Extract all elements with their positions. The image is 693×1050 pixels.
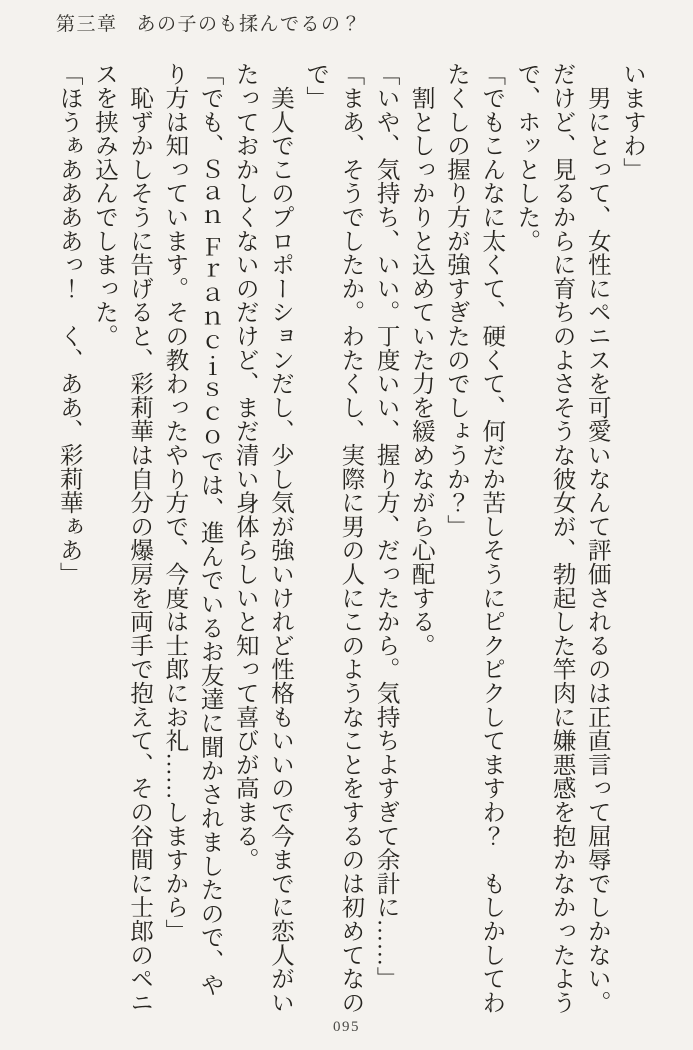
paragraph-dialogue: 「ほうぁああああっ！ く、ああ、彩莉華ぁあ」	[55, 62, 82, 586]
paragraph-narration: 割としっかりと込めていた力を緩めながら心配する。	[407, 62, 434, 657]
page-number: 095	[333, 1019, 360, 1035]
chapter-number: 第三章	[56, 14, 118, 35]
paragraph-dialogue: 「でも、Ｓａｎ Ｆｒａｎｃｉｓｃｏでは、進んでいるお友達に聞かされましたので、やり方は知っています。その教わったやり方で、今度は士郎にお礼……しますから」	[161, 62, 223, 997]
chapter-title: あの子のも揉んでるの？	[136, 14, 363, 35]
paragraph-dialogue: 「いや、気持ち、いい。丁度いい、握り方、だったから。気持ちよすぎて余計に……」	[372, 62, 399, 991]
paragraph-dialogue: 「でもこんなに太くて、硬くて、何だか苦しそうにピクピクしてますわ？ もしかしてわたくしの握り方が強すぎたのでしょうか？」	[442, 62, 505, 1014]
chapter-header	[56, 9, 362, 36]
paragraph-narration: 恥ずかしそうに告げると、彩莉華は自分の爆房を両手で抱えて、その谷間に士郎のペニスを挟み込んでしまった。	[90, 62, 153, 1014]
main-text	[43, 62, 649, 1014]
paragraph-narration: 男にとって、女性にペニスを可愛いなんて評価されるのは正直言って屈辱でしかない。だけど、見るからに育ちのよさそうな彼女が、勃起した竿肉に嫌悪感を抱かなかったようで、ホッとした。	[513, 62, 610, 1014]
paragraph-dialogue-continuation: いますわ」	[619, 62, 645, 181]
paragraph-narration: 美人でこのプロポーションだし、少し気が強いけれど性格もいいので今までに恋人がいたっておかしくないのだけど、まだ清い身体らしいと知って喜びが高まる。	[231, 62, 293, 1014]
paragraph-dialogue: 「まあ、そうでしたか。わたくし、実際に男の人にこのようなことをするのは初めてなので」	[302, 62, 364, 1014]
